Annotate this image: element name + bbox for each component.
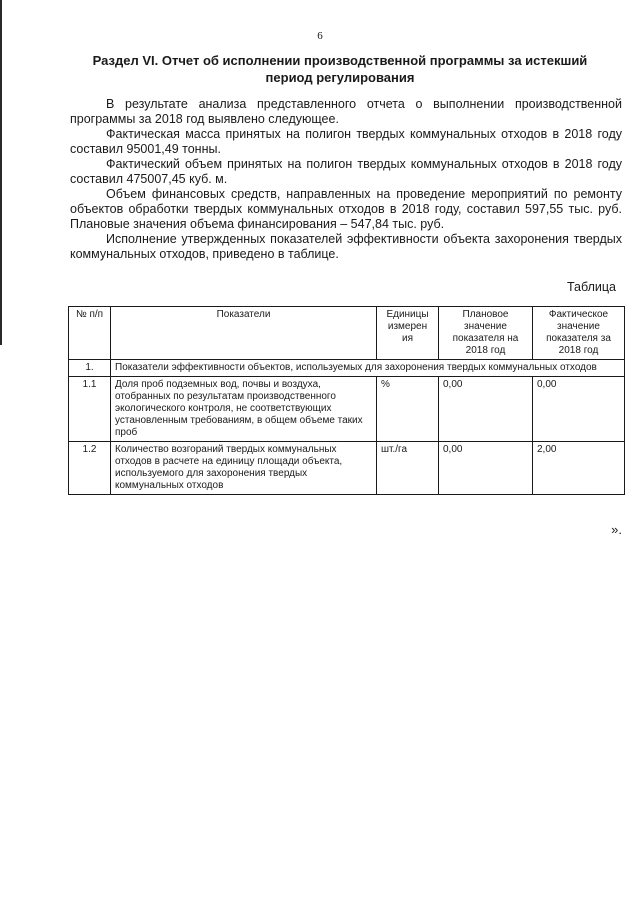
row-fact: 0,00 xyxy=(533,377,625,442)
row-plan: 0,00 xyxy=(439,377,533,442)
row-num: 1.1 xyxy=(69,377,111,442)
paragraph-analysis: В результате анализа представленного отчета о выполнении производственной программы за 2018 год выявлено следующее. xyxy=(70,97,622,126)
row-unit: шт./га xyxy=(377,442,439,495)
table-caption: Таблица xyxy=(566,280,616,294)
row-plan: 0,00 xyxy=(439,442,533,495)
section-title: Раздел VI. Отчет об исполнении производственной программы за истекший период регулирования xyxy=(92,53,588,85)
table-header-row xyxy=(69,307,625,360)
page-number: 6 xyxy=(317,30,323,42)
paragraph-finance: Объем финансовых средств, направленных на проведение мероприятий по ремонту объектов обработки твердых коммунальных отходов в 2018 году, составил 597,55 тыс. руб. Плановые значения объема финансирования – 547,84 тыс. руб. xyxy=(70,187,622,231)
indicators-table xyxy=(68,306,625,495)
header-plan: Плановое значение показателя на 2018 год xyxy=(439,307,533,360)
paragraph-mass: Фактическая масса принятых на полигон твердых коммунальных отходов в 2018 году составил 95001,49 тонны. xyxy=(70,127,622,156)
header-fact: Фактическое значение показателя за 2018 год xyxy=(533,307,625,360)
table-row xyxy=(69,442,625,495)
paragraph-volume: Фактический объем принятых на полигон твердых коммунальных отходов в 2018 году составил 475007,45 куб. м. xyxy=(70,157,622,186)
section-text: Показатели эффективности объектов, используемых для захоронения твердых коммунальных отходов xyxy=(111,360,625,377)
header-indicator: Показатели xyxy=(111,307,377,360)
header-num: № п/п xyxy=(69,307,111,360)
closing-quote-mark: ». xyxy=(611,522,622,537)
section-num: 1. xyxy=(69,360,111,377)
row-indicator: Доля проб подземных вод, почвы и воздуха, отобранных по результатам производственного экологического контроля, не соответствующих установленным требованиям, в общем объеме таких проб xyxy=(111,377,377,442)
header-unit: Единицы измерен ия xyxy=(377,307,439,360)
row-fact: 2,00 xyxy=(533,442,625,495)
row-num: 1.2 xyxy=(69,442,111,495)
report-body xyxy=(70,97,622,262)
table-row xyxy=(69,377,625,442)
scan-edge-line xyxy=(0,0,2,345)
row-unit: % xyxy=(377,377,439,442)
table-section-row xyxy=(69,360,625,377)
row-indicator: Количество возгораний твердых коммунальных отходов в расчете на единицу площади объекта, используемого для захоронения твердых коммунальных отходов xyxy=(111,442,377,495)
paragraph-table-intro: Исполнение утвержденных показателей эффективности объекта захоронения твердых коммунальных отходов, приведено в таблице. xyxy=(70,232,622,261)
